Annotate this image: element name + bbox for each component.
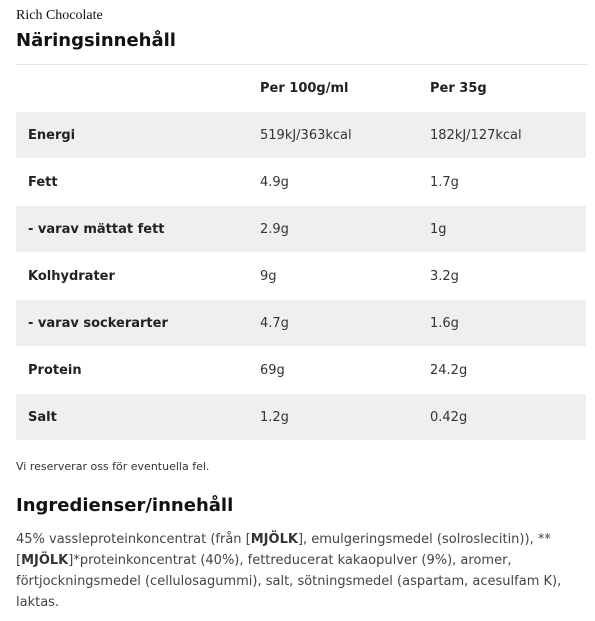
table-row (16, 253, 586, 300)
value-per-serving: 1.6g (430, 300, 586, 347)
nutrition-table-body (16, 112, 586, 441)
value-per-100g: 519kJ/363kcal (260, 112, 430, 159)
table-header-row (16, 65, 586, 112)
nutrition-page (16, 0, 588, 613)
value-per-100g: 9g (260, 253, 430, 300)
nutrition-title: Näringsinnehåll (16, 30, 176, 51)
table-row (16, 394, 586, 441)
nutrient-label: Energi (16, 112, 260, 159)
nutrition-table (16, 65, 586, 440)
nutrient-label: Kolhydrater (16, 253, 260, 300)
value-per-100g: 69g (260, 347, 430, 394)
table-row (16, 300, 586, 347)
ingredients-part-3: ]*proteinkoncentrat (40%), fettreducerat kakaopulver (9%), aromer, förtjockningsmedel (cellulosagummi), salt, sötningsmedel (aspartam, acesulfam K), laktas. (16, 553, 562, 610)
ingredients-title: Ingredienser/innehåll (16, 495, 234, 516)
value-per-serving: 1g (430, 206, 586, 253)
nutrient-label: - varav mättat fett (16, 206, 260, 253)
header-nutrient (16, 65, 260, 112)
nutrient-label: Fett (16, 159, 260, 206)
product-flavor: Rich Chocolate (16, 8, 103, 23)
ingredients-text (16, 529, 576, 613)
value-per-serving: 24.2g (430, 347, 586, 394)
ingredients-part-2: ], emulgeringsmedel (solroslecitin)), ** [ (16, 532, 551, 568)
allergen-milk: MJÖLK (250, 532, 298, 547)
table-row (16, 159, 586, 206)
allergen-milk: MJÖLK (21, 553, 69, 568)
table-row (16, 206, 586, 253)
value-per-100g: 4.9g (260, 159, 430, 206)
nutrient-label: - varav sockerarter (16, 300, 260, 347)
value-per-serving: 182kJ/127kcal (430, 112, 586, 159)
value-per-100g: 4.7g (260, 300, 430, 347)
table-row (16, 112, 586, 159)
value-per-serving: 3.2g (430, 253, 586, 300)
disclaimer: Vi reserverar oss för eventuella fel. (16, 460, 210, 473)
ingredients-part-1: 45% vassleproteinkoncentrat (från [ (16, 532, 251, 547)
table-row (16, 347, 586, 394)
value-per-100g: 1.2g (260, 394, 430, 441)
header-per-100g: Per 100g/ml (260, 80, 349, 96)
nutrient-label: Salt (16, 394, 260, 441)
value-per-serving: 1.7g (430, 159, 586, 206)
header-per-serving: Per 35g (430, 80, 487, 96)
nutrient-label: Protein (16, 347, 260, 394)
value-per-100g: 2.9g (260, 206, 430, 253)
value-per-serving: 0.42g (430, 394, 586, 441)
